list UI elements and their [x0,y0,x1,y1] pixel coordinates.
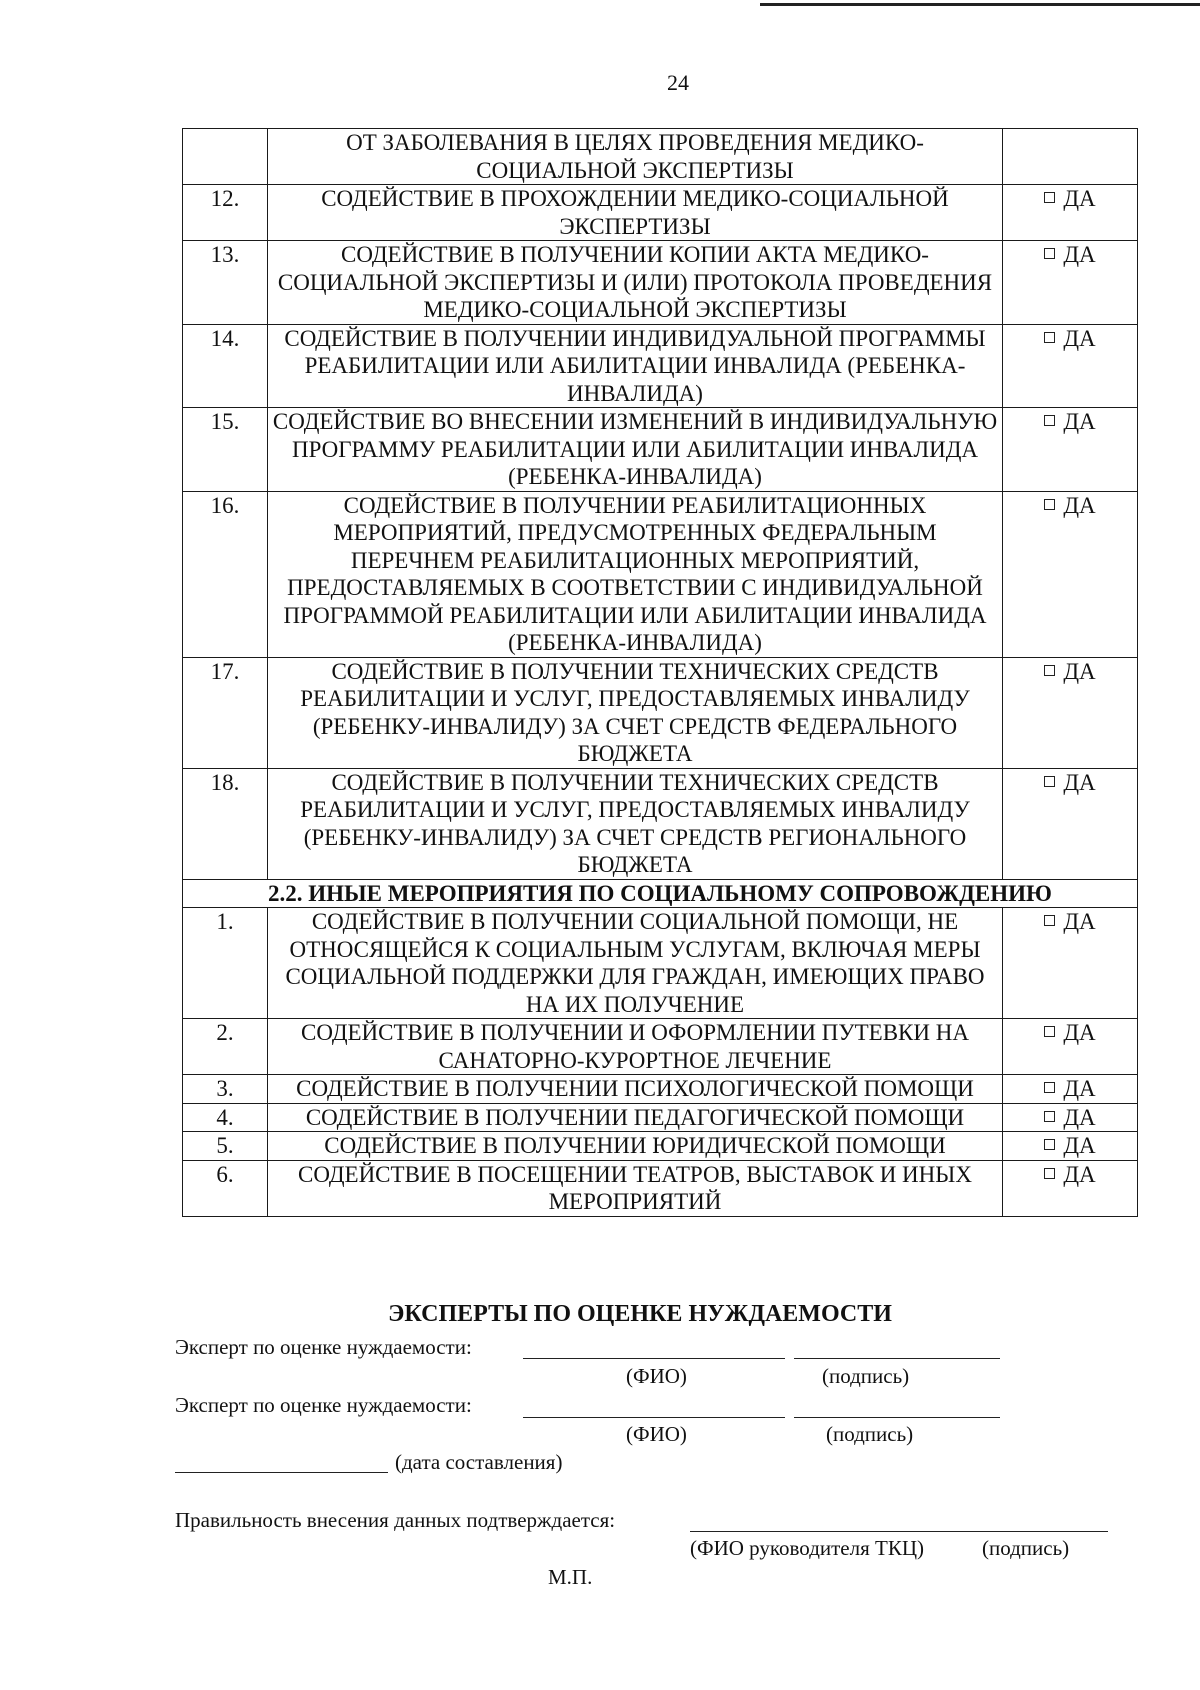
checkbox-icon[interactable] [1044,499,1055,510]
row-text: СОДЕЙСТВИЕ В ПОЛУЧЕНИИ ТЕХНИЧЕСКИХ СРЕДСТВ РЕАБИЛИТАЦИИ И УСЛУГ, ПРЕДОСТАВЛЯЕМЫХ ИНВАЛИДУ (РЕБЕНКУ-ИНВАЛИДУ) ЗА СЧЕТ СРЕДСТВ ФЕДЕРАЛЬНОГО БЮДЖЕТА [268,657,1003,768]
table-row [183,1160,1138,1216]
answer-label: ДА [1063,1104,1096,1130]
table-row [183,1132,1138,1161]
row-text: СОДЕЙСТВИЕ В ПОЛУЧЕНИИ РЕАБИЛИТАЦИОННЫХ МЕРОПРИЯТИЙ, ПРЕДУСМОТРЕННЫХ ФЕДЕРАЛЬНЫМ ПЕРЕЧНЕМ РЕАБИЛИТАЦИОННЫХ МЕРОПРИЯТИЙ, ПРЕДОСТАВЛЯЕМЫХ В СООТВЕТСТВИИ С ИНДИВИДУАЛЬНОЙ ПРОГРАММОЙ РЕАБИЛИТАЦИИ ИЛИ АБИЛИТАЦИИ ИНВАЛИДА (РЕБЕНКА-ИНВАЛИДА) [268,491,1003,657]
row-number: 4. [183,1103,268,1132]
answer-label: ДА [1063,909,1096,934]
checkbox-icon[interactable] [1044,1082,1055,1093]
answer-checkbox[interactable] [1003,768,1138,879]
table-row [183,1019,1138,1075]
answer-label: ДА [1063,769,1096,795]
answer-checkbox[interactable] [1003,1160,1138,1216]
checkbox-icon[interactable] [1044,1168,1055,1179]
date-line[interactable] [175,1472,388,1473]
row-number: 12. [183,185,268,241]
row-number: 18. [183,768,268,879]
checkbox-icon[interactable] [1044,1026,1055,1037]
table-row [183,1103,1138,1132]
row-number: 1. [183,908,268,1019]
answer-checkbox[interactable] [1003,1019,1138,1075]
answer-label: ДА [1063,1020,1096,1045]
checkbox-icon[interactable] [1044,248,1055,259]
row-number: 13. [183,241,268,325]
row-number: 15. [183,408,268,492]
row-number: 5. [183,1132,268,1161]
table-row [183,1075,1138,1104]
expert-2-label: Эксперт по оценке нуждаемости: [175,1393,472,1417]
row-text: СОДЕЙСТВИЕ В ПОЛУЧЕНИИ СОЦИАЛЬНОЙ ПОМОЩИ, НЕ ОТНОСЯЩЕЙСЯ К СОЦИАЛЬНЫМ УСЛУГАМ, ВКЛЮЧАЯ МЕРЫ СОЦИАЛЬНОЙ ПОДДЕРЖКИ ДЛЯ ГРАЖДАН, ИМЕЮЩИХ ПРАВО НА ИХ ПОЛУЧЕНИЕ [268,908,1003,1019]
answer-label: ДА [1063,658,1096,684]
signatures-title: ЭКСПЕРТЫ ПО ОЦЕНКЕ НУЖДАЕМОСТИ [388,1301,892,1327]
table-row [183,408,1138,492]
answer-label: ДА [1063,409,1096,434]
expert-2-signature-caption: (подпись) [826,1422,914,1446]
services-table-body [183,129,1138,1217]
row-number: 6. [183,1160,268,1216]
answer-label: ДА [1063,1076,1096,1101]
answer-checkbox[interactable] [1003,241,1138,325]
expert-2-signature-line[interactable] [794,1417,1000,1418]
table-row [183,241,1138,325]
table-row [183,324,1138,408]
confirm-label: Правильность внесения данных подтверждается: [175,1508,616,1532]
checkbox-icon[interactable] [1044,332,1055,343]
expert-2-fio-caption: (ФИО) [626,1422,687,1446]
row-text: СОДЕЙСТВИЕ В ПОЛУЧЕНИИ ЮРИДИЧЕСКОЙ ПОМОЩИ [268,1132,1003,1161]
checkbox-icon[interactable] [1044,192,1055,203]
page-number: 24 [667,70,689,95]
top-rule [760,3,1200,6]
services-table [182,128,1138,1217]
row-text: СОДЕЙСТВИЕ В ПОЛУЧЕНИИ КОПИИ АКТА МЕДИКО-СОЦИАЛЬНОЙ ЭКСПЕРТИЗЫ И (ИЛИ) ПРОТОКОЛА ПРОВЕДЕНИЯ МЕДИКО-СОЦИАЛЬНОЙ ЭКСПЕРТИЗЫ [268,241,1003,325]
answer-checkbox[interactable] [1003,324,1138,408]
answer-checkbox[interactable] [1003,185,1138,241]
row-text: СОДЕЙСТВИЕ В ПОЛУЧЕНИИ ТЕХНИЧЕСКИХ СРЕДСТВ РЕАБИЛИТАЦИИ И УСЛУГ, ПРЕДОСТАВЛЯЕМЫХ ИНВАЛИДУ (РЕБЕНКУ-ИНВАЛИДУ) ЗА СЧЕТ СРЕДСТВ РЕГИОНАЛЬНОГО БЮДЖЕТА [268,768,1003,879]
answer-checkbox[interactable] [1003,908,1138,1019]
answer-checkbox[interactable] [1003,657,1138,768]
answer-checkbox[interactable] [1003,1132,1138,1161]
checkbox-icon[interactable] [1044,915,1055,926]
row-text: СОДЕЙСТВИЕ В ПОЛУЧЕНИИ ПЕДАГОГИЧЕСКОЙ ПОМОЩИ [268,1103,1003,1132]
row-text-continuation: ОТ ЗАБОЛЕВАНИЯ В ЦЕЛЯХ ПРОВЕДЕНИЯ МЕДИКО-СОЦИАЛЬНОЙ ЭКСПЕРТИЗЫ [268,129,1003,185]
row-text: СОДЕЙСТВИЕ В ПОСЕЩЕНИИ ТЕАТРОВ, ВЫСТАВОК И ИНЫХ МЕРОПРИЯТИЙ [268,1160,1003,1216]
answer-checkbox[interactable] [1003,491,1138,657]
head-signature-caption: (подпись) [982,1536,1070,1560]
table-row [183,491,1138,657]
answer-label: ДА [1063,186,1096,211]
row-text: СОДЕЙСТВИЕ ВО ВНЕСЕНИИ ИЗМЕНЕНИЙ В ИНДИВИДУАЛЬНУЮ ПРОГРАММУ РЕАБИЛИТАЦИИ ИЛИ АБИЛИТАЦИИ ИНВАЛИДА (РЕБЕНКА-ИНВАЛИДА) [268,408,1003,492]
section-title: 2.2. ИНЫЕ МЕРОПРИЯТИЯ ПО СОЦИАЛЬНОМУ СОПРОВОЖДЕНИЮ [183,879,1138,908]
table-row [183,185,1138,241]
expert-2-fio-line[interactable] [523,1417,785,1418]
row-text: СОДЕЙСТВИЕ В ПОЛУЧЕНИИ И ОФОРМЛЕНИИ ПУТЕВКИ НА САНАТОРНО-КУРОРТНОЕ ЛЕЧЕНИЕ [268,1019,1003,1075]
row-number-cell [183,129,268,185]
expert-1-fio-line[interactable] [523,1358,785,1359]
answer-label: ДА [1063,1133,1096,1158]
row-text: СОДЕЙСТВИЕ В ПОЛУЧЕНИИ ПСИХОЛОГИЧЕСКОЙ ПОМОЩИ [268,1075,1003,1104]
checkbox-icon[interactable] [1044,1139,1055,1150]
row-number: 17. [183,657,268,768]
table-row-continuation [183,129,1138,185]
expert-1-fio-caption: (ФИО) [626,1364,687,1388]
answer-checkbox[interactable] [1003,1075,1138,1104]
row-number: 14. [183,324,268,408]
answer-label: ДА [1063,242,1096,267]
stamp-label: М.П. [548,1565,593,1589]
section-row [183,879,1138,908]
date-caption: (дата составления) [395,1450,563,1474]
checkbox-icon[interactable] [1044,776,1055,787]
row-text: СОДЕЙСТВИЕ В ПРОХОЖДЕНИИ МЕДИКО-СОЦИАЛЬНОЙ ЭКСПЕРТИЗЫ [268,185,1003,241]
expert-1-label: Эксперт по оценке нуждаемости: [175,1335,472,1359]
row-number: 16. [183,491,268,657]
answer-label: ДА [1063,325,1096,351]
expert-1-signature-line[interactable] [794,1358,1000,1359]
table-row [183,908,1138,1019]
table-row [183,768,1138,879]
row-number: 3. [183,1075,268,1104]
checkbox-icon[interactable] [1044,665,1055,676]
answer-label: ДА [1063,492,1096,518]
checkbox-icon[interactable] [1044,415,1055,426]
row-text: СОДЕЙСТВИЕ В ПОЛУЧЕНИИ ИНДИВИДУАЛЬНОЙ ПРОГРАММЫ РЕАБИЛИТАЦИИ ИЛИ АБИЛИТАЦИИ ИНВАЛИДА (РЕБЕНКА-ИНВАЛИДА) [268,324,1003,408]
table-row [183,657,1138,768]
row-answer-cell [1003,129,1138,185]
answer-label: ДА [1063,1161,1096,1187]
head-signature-line[interactable] [690,1531,1108,1532]
answer-checkbox[interactable] [1003,408,1138,492]
head-fio-caption: (ФИО руководителя ТКЦ) [690,1536,924,1560]
answer-checkbox[interactable] [1003,1103,1138,1132]
expert-1-signature-caption: (подпись) [822,1364,910,1388]
row-number: 2. [183,1019,268,1075]
checkbox-icon[interactable] [1044,1111,1055,1122]
